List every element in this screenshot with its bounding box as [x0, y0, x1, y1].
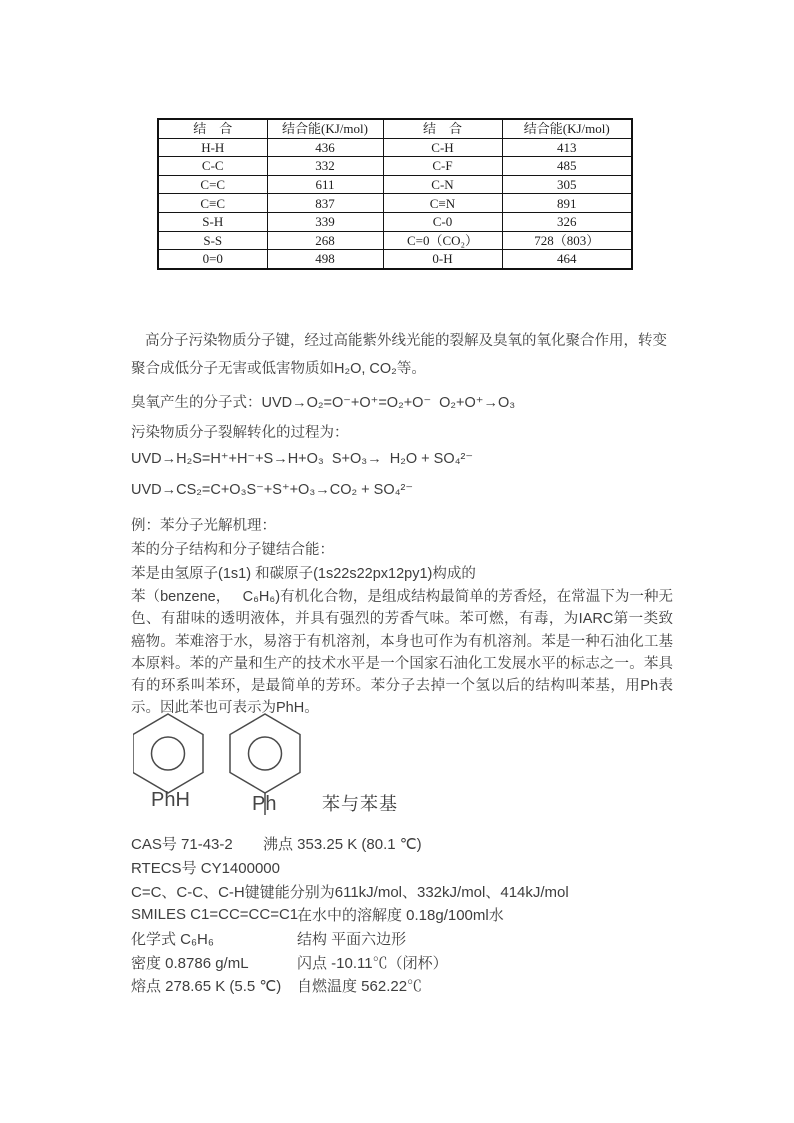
- table-cell: C-0: [383, 212, 502, 231]
- property-row: [131, 879, 569, 903]
- table-cell: S-S: [158, 231, 267, 250]
- table-row: [158, 212, 632, 231]
- bond-energy-table-body: [158, 138, 632, 269]
- aromatic-circle: [249, 737, 282, 770]
- table-cell: 498: [267, 250, 383, 269]
- table-row: [158, 231, 632, 250]
- property-right: 闪点 -10.11℃（闭杯）: [297, 954, 448, 972]
- table-cell: 464: [502, 250, 632, 269]
- property-row: [131, 950, 504, 974]
- table-header-cell: 结 合: [158, 119, 267, 138]
- table-cell: 339: [267, 212, 383, 231]
- table-cell: C=C: [158, 175, 267, 194]
- property-left: 化学式 C₆H₆: [131, 931, 214, 949]
- table-header-cell: 结 合: [383, 119, 502, 138]
- property-row: [131, 903, 504, 927]
- table-cell: 413: [502, 138, 632, 157]
- property-left: CAS号 71-43-2: [131, 836, 233, 854]
- table-cell: C=0（CO₂）: [383, 231, 502, 250]
- ozone-formula-line: 臭氧产生的分子式：UVD→O₂=O⁻+O⁺=O₂+O⁻ O₂+O⁺→O₃: [131, 395, 516, 411]
- table-cell: 305: [502, 175, 632, 194]
- bond-energy-table: [157, 118, 633, 270]
- property-left: SMILES C1=CC=CC=C1: [131, 906, 299, 924]
- phh-label: PhH: [151, 789, 190, 811]
- example-line: 例：苯分子光解机理：: [131, 518, 276, 534]
- property-right: 沸点 353.25 K (80.1 ℃): [263, 836, 422, 854]
- property-right: 自燃温度 562.22℃: [297, 978, 423, 996]
- property-row: [131, 832, 504, 856]
- property-left: C=C、C-C、C-H键键能分别为611kJ/mol、332kJ/mol、414kJ/mol: [131, 883, 569, 901]
- property-left: RTECS号 CY1400000: [131, 860, 280, 878]
- pollutant-process-line: 污染物质分子裂解转化的过程为：: [131, 425, 349, 441]
- table-row: [158, 250, 632, 269]
- table-cell: 837: [267, 194, 383, 213]
- table-cell: C-F: [383, 157, 502, 176]
- property-right: 在水中的溶解度 0.18g/100ml水: [297, 907, 504, 925]
- intro-paragraph: 高分子污染物质分子键，经过高能紫外线光能的裂解及臭氧的氧化聚合作用，转变聚合成低分子无害或低害物质如H₂O, CO₂等。: [131, 333, 667, 377]
- h2s-formula-line: UVD→H₂S=H⁺+H⁻+S→H+O₃ S+O₃→ H₂O + SO₄²⁻: [131, 451, 474, 467]
- table-cell: 0=0: [158, 250, 267, 269]
- benzene-paragraph: 苯（benzene， C₆H₆)有机化合物，是组成结构最简单的芳香烃，在常温下为一种无色、有甜味的透明液体，并具有强烈的芳香气味。苯可燃，有毒，为IARC第一类致癌物。苯难溶于水，易溶于有机溶剂，本身也可作为有机溶剂。苯是一种石油化工基本原料。苯的产量和生产的技术水平是一个国家石油化工发展水平的标志之一。苯具有的环系叫苯环，是最简单的芳环。苯分子去掉一个氢以后的结构叫苯基，用Ph表示。因此苯也可表示为PhH。: [131, 589, 673, 717]
- table-cell: C≡C: [158, 194, 267, 213]
- table-cell: C-N: [383, 175, 502, 194]
- structure-line: 苯的分子结构和分子键结合能：: [131, 542, 334, 558]
- diagram-caption: 苯与苯基: [322, 794, 398, 814]
- cs2-formula-line: UVD→CS₂=C+O₃S⁻+S⁺+O₃→CO₂ + SO₄²⁻: [131, 482, 413, 498]
- table-cell: 326: [502, 212, 632, 231]
- property-left: 密度 0.8786 g/mL: [131, 954, 249, 972]
- property-right: 结构 平面六边形: [297, 931, 407, 949]
- table-header-cell: 结合能(KJ/mol): [502, 119, 632, 138]
- ph-label: Ph: [252, 793, 277, 815]
- table-cell: C-H: [383, 138, 502, 157]
- property-row: [131, 856, 504, 880]
- table-cell: C≡N: [383, 194, 502, 213]
- table-cell: 332: [267, 157, 383, 176]
- table-cell: 891: [502, 194, 632, 213]
- properties-list: [131, 832, 569, 998]
- table-cell: H-H: [158, 138, 267, 157]
- table-cell: 728（803）: [502, 231, 632, 250]
- table-cell: 0-H: [383, 250, 502, 269]
- table-cell: 485: [502, 157, 632, 176]
- table-header-row: [158, 119, 632, 138]
- property-row: [131, 927, 504, 951]
- table-row: [158, 194, 632, 213]
- benzene-ring-phh: [133, 714, 203, 793]
- table-row: [158, 157, 632, 176]
- table-cell: 611: [267, 175, 383, 194]
- property-row: [131, 974, 504, 998]
- property-left: 熔点 278.65 K (5.5 ℃): [131, 978, 282, 996]
- aromatic-circle: [152, 737, 185, 770]
- table-cell: C-C: [158, 157, 267, 176]
- table-cell: S-H: [158, 212, 267, 231]
- table-cell: 268: [267, 231, 383, 250]
- atoms-line: 苯是由氢原子(1s1) 和碳原子(1s22s22px12py1)构成的: [131, 566, 476, 582]
- table-header-cell: 结合能(KJ/mol): [267, 119, 383, 138]
- table-row: [158, 138, 632, 157]
- table-row: [158, 175, 632, 194]
- table-cell: 436: [267, 138, 383, 157]
